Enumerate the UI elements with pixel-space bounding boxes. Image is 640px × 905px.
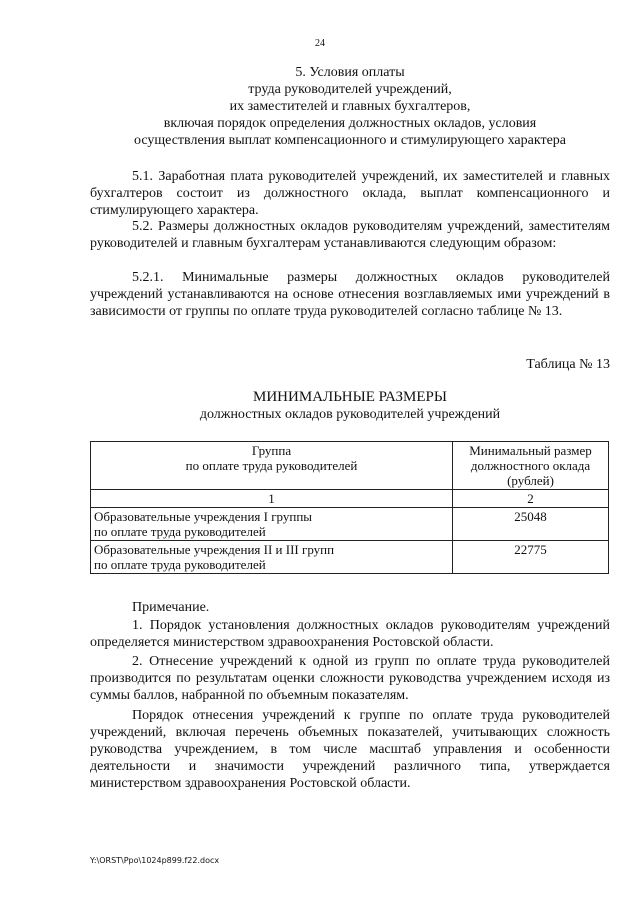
- table-caption: Таблица № 13: [526, 357, 610, 372]
- table-row: [91, 508, 609, 541]
- group-cell: [91, 541, 453, 574]
- paragraph-5-2: 5.2. Размеры должностных окладов руководителям учреждений, заместителям руководителей и главным бухгалтерам устанавливаются следующим образом:: [90, 219, 610, 251]
- group-cell-line: Образовательные учреждения II и III групп: [94, 542, 335, 557]
- group-cell-line: по оплате труда руководителей: [94, 524, 266, 539]
- header-group-line: Группа: [251, 443, 292, 458]
- section-title-line: 5. Условия оплаты: [295, 65, 405, 80]
- header-amount-line: (рублей): [507, 473, 554, 488]
- table-title: МИНИМАЛЬНЫЕ РАЗМЕРЫ: [253, 389, 447, 405]
- paragraph-5-1: 5.1. Заработная плата руководителей учреждений, их заместителей и главных бухгалтеров состоит из должностного оклада, выплат компенсационного и стимулирующего характера.: [90, 169, 610, 218]
- column-number: 1: [91, 490, 453, 508]
- note-2: 2. Отнесение учреждений к одной из групп по оплате труда руководителей производится по результатам оценки сложности руководства учреждением исходя из суммы баллов, набранной по объемным показателям.: [90, 654, 610, 703]
- amount-cell: 22775: [453, 541, 609, 574]
- section-title: [90, 64, 610, 149]
- table-heading: [90, 388, 610, 424]
- amount-cell: 25048: [453, 508, 609, 541]
- column-number: 2: [453, 490, 609, 508]
- group-cell: [91, 508, 453, 541]
- file-path-footer: Y:\ORST\Ppo\1024p899.f22.docx: [90, 856, 220, 865]
- page-number: 24: [315, 38, 325, 49]
- note-3: Порядок отнесения учреждений к группе по оплате труда руководителей учреждений, включая перечень объемных показателей, учитывающих сложность руководства учреждением, в том числе масштаб управления и особенности деятельности и значимости учреждений различного типа, утверждается министерством здравоохранения Ростовской области.: [90, 708, 610, 791]
- group-cell-line: по оплате труда руководителей: [94, 557, 266, 572]
- section-title-line: включая порядок определения должностных окладов, условия: [163, 116, 537, 131]
- section-title-line: их заместителей и главных бухгалтеров,: [229, 99, 471, 114]
- header-amount-line: Минимальный размер: [469, 443, 592, 458]
- table-row: [91, 541, 609, 574]
- header-group: [91, 442, 453, 490]
- notes-heading: Примечание.: [132, 600, 210, 615]
- column-number-row: [91, 490, 609, 508]
- header-group-line: по оплате труда руководителей: [185, 458, 358, 473]
- table-header-row: [91, 442, 609, 490]
- note-1: 1. Порядок установления должностных окладов руководителям учреждений определяется министерством здравоохранения Ростовской области.: [90, 618, 610, 650]
- group-cell-line: Образовательные учреждения I группы: [94, 509, 313, 524]
- salary-table: [90, 441, 609, 574]
- paragraph-5-2-1: 5.2.1. Минимальные размеры должностных окладов руководителей учреждений устанавливаются на основе отнесения возглавляемых ими учреждений в зависимости от группы по оплате труда руководителей согласно таблице № 13.: [90, 270, 610, 319]
- section-title-line: осуществления выплат компенсационного и стимулирующего характера: [133, 133, 567, 148]
- table-subtitle: должностных окладов руководителей учреждений: [199, 407, 501, 422]
- section-title-line: труда руководителей учреждений,: [248, 82, 452, 97]
- header-amount-line: должностного оклада: [470, 458, 591, 473]
- header-amount: [453, 442, 609, 490]
